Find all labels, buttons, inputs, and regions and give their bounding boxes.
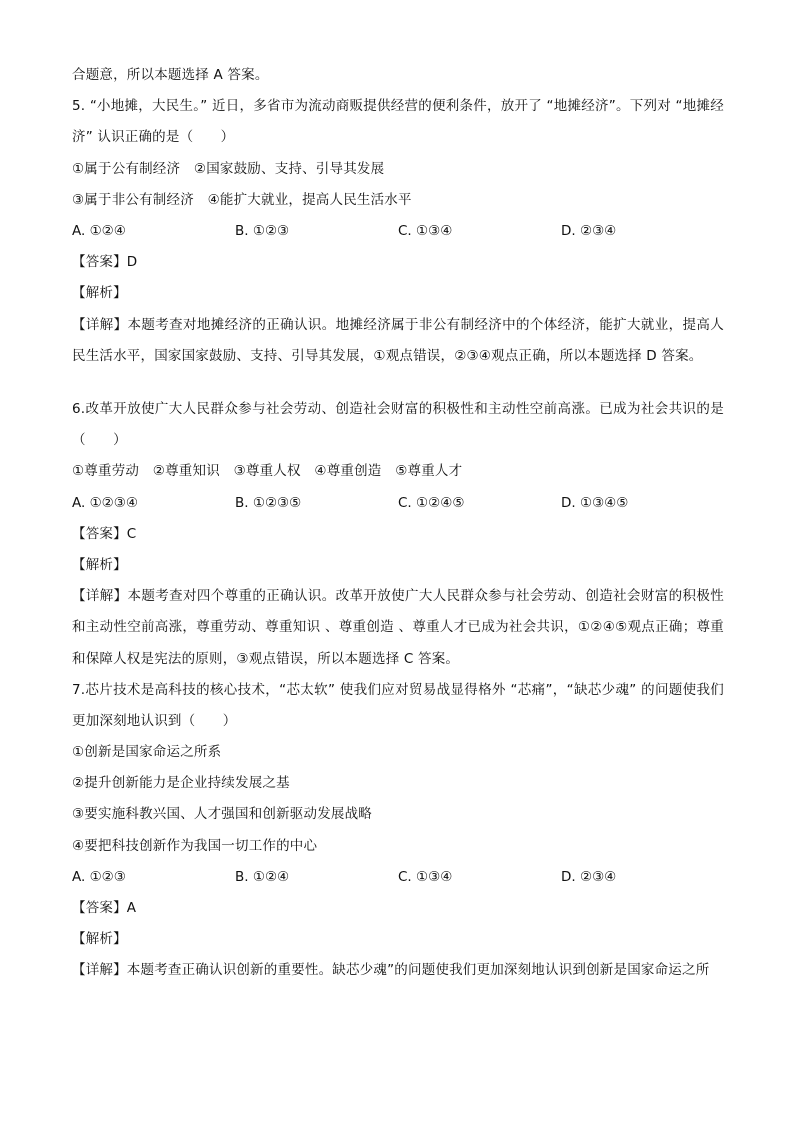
text-line: 【答案】C	[72, 525, 137, 542]
answer-option: B. ①②③⑤	[235, 494, 302, 511]
text-line: ①创新是国家命运之所系	[72, 744, 222, 761]
answer-option: D. ②③④	[561, 868, 617, 885]
text-line: 【详解】本题考查正确认识创新的重要性。缺芯少魂”的问题使我们更加深刻地认识到创新是国家命运之所	[72, 962, 710, 979]
text-line: 【解析】	[72, 285, 127, 302]
answer-option: D. ①③④⑤	[561, 494, 629, 511]
answer-option: A. ①②③④	[72, 494, 138, 511]
text-line: ③要实施科教兴国、人才强国和创新驱动发展战略	[72, 806, 373, 823]
answer-option: C. ①③④	[398, 868, 453, 885]
text-paragraph: 【详解】本题考查对地摊经济的正确认识。地摊经济属于非公有制经济中的个体经济，能扩大就业，提高人民生活水平，国家国家鼓励、支持、引导其发展，①观点错误，②③④观点正确，所以本题选择 D 答案。	[72, 316, 724, 364]
text-line: 【解析】	[72, 931, 127, 948]
text-paragraph: 【详解】本题考查对四个尊重的正确认识。改革开放使广大人民群众参与社会劳动、创造社会财富的积极性和主动性空前高涨，尊重劳动、尊重知识 、尊重创造 、尊重人才已成为社会共识，①②④⑤观点正确；尊重和保障人权是宪法的原则，③观点错误，所以本题选择 C 答案。	[72, 588, 724, 667]
section-gap	[72, 372, 724, 394]
answer-option: A. ①②③	[72, 868, 126, 885]
text-paragraph: 5. “小地摊，大民生。” 近日，多省市为流动商贩提供经营的便利条件，放开了 “地摊经济”。下列对 “地摊经济” 认识正确的是（ ）	[72, 98, 724, 146]
text-line: ③属于非公有制经济 ④能扩大就业，提高人民生活水平	[72, 191, 412, 208]
text-line: ①属于公有制经济 ②国家鼓励、支持、引导其发展	[72, 160, 385, 177]
document-page	[72, 60, 724, 987]
text-line: ④要把科技创新作为我国一切工作的中心	[72, 837, 318, 854]
answer-option: C. ①③④	[398, 222, 453, 239]
answer-option: B. ①②④	[235, 868, 290, 885]
text-paragraph: 6.改革开放使广大人民群众参与社会劳动、创造社会财富的积极性和主动性空前高涨。已成为社会共识的是（ ）	[72, 400, 724, 449]
text-line: 合题意，所以本题选择 A 答案。	[72, 67, 269, 83]
text-line: 【答案】D	[72, 254, 138, 271]
text-line: ①尊重劳动 ②尊重知识 ③尊重人权 ④尊重创造 ⑤尊重人才	[72, 463, 463, 480]
answer-options	[72, 488, 724, 519]
answer-option: C. ①②④⑤	[398, 494, 465, 511]
text-line: ②提升创新能力是企业持续发展之基	[72, 775, 290, 792]
answer-option: A. ①②④	[72, 222, 126, 239]
answer-options	[72, 216, 724, 247]
answer-options	[72, 862, 724, 893]
text-line: 【解析】	[72, 556, 127, 573]
text-line: 【答案】A	[72, 900, 137, 917]
text-paragraph: 7.芯片技术是高科技的核心技术，“芯太软” 使我们应对贸易战显得格外 “芯痛”，“缺芯少魂” 的问题使我们更加深刻地认识到（ ）	[72, 681, 724, 729]
answer-option: D. ②③④	[561, 222, 617, 239]
answer-option: B. ①②③	[235, 222, 290, 239]
